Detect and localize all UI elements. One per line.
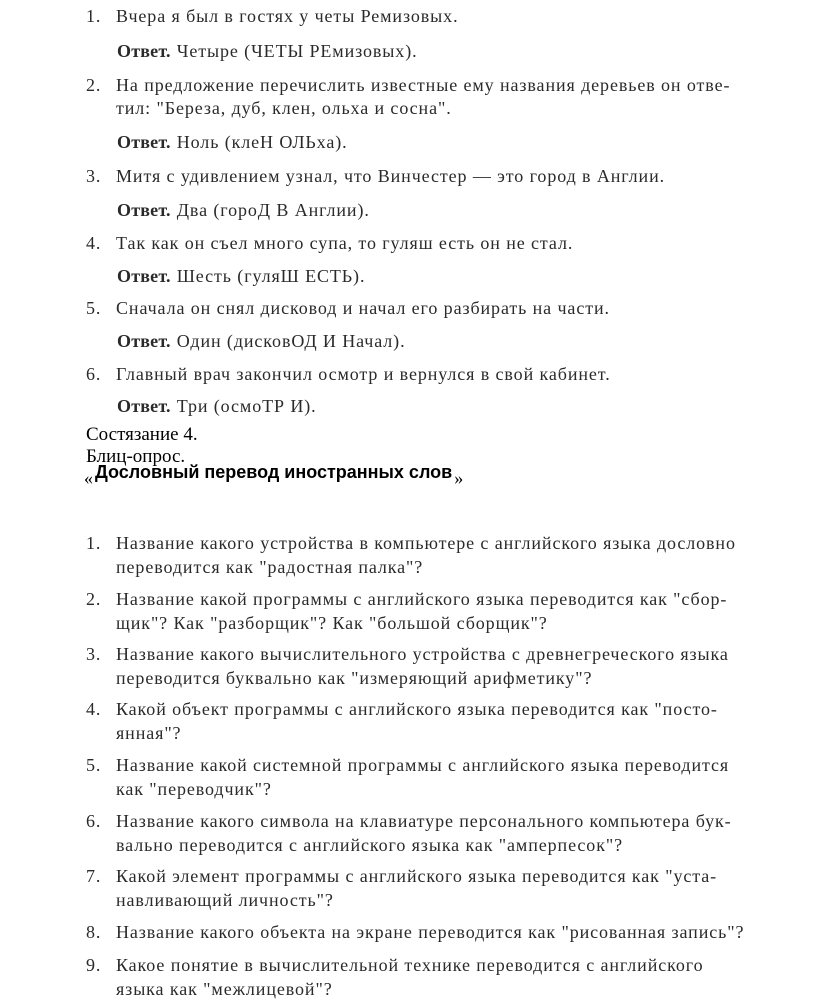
riddle-text: тил: "Береза, дуб, клен, ольха и сосна".	[116, 98, 452, 118]
question-text: Какой элемент программы с английского языка переводится как "уста-	[116, 866, 718, 886]
question-text: языка как "межлицевой"?	[116, 979, 333, 999]
answer-label: Ответ.	[117, 200, 171, 220]
answer-text: Шесть (гуляШ ЕСТЬ).	[176, 266, 366, 286]
riddle-text: Митя с удивлением узнал, что Винчестер — это город в Англии.	[116, 166, 666, 186]
answer-label: Ответ.	[117, 331, 171, 351]
question-text: Название какой системной программы с английского языка переводится	[116, 755, 730, 775]
section-heading	[84, 462, 464, 489]
riddle-answer	[117, 200, 370, 221]
question-number: 8.	[86, 922, 102, 942]
quote-close: »	[454, 468, 464, 488]
question-text: щик"? Как "разборщик"? Как "большой сборщик"?	[116, 613, 548, 633]
question-text: янная"?	[116, 723, 182, 743]
riddle-text: Вчера я был в гостях у четы Ремизовых.	[116, 6, 459, 26]
question-number: 5.	[86, 755, 102, 775]
quote-open: «	[84, 468, 93, 488]
riddle-text: Сначала он снял дисковод и начал его разбирать на части.	[116, 298, 610, 318]
section-subtitle: Блиц-опрос.	[86, 446, 186, 467]
question-text: навливающий личность"?	[116, 890, 334, 910]
riddle-answer	[117, 396, 317, 417]
question-text: переводится как "радостная палка"?	[116, 557, 424, 577]
question-text: Название какого вычислительного устройства с древнегреческого языка	[116, 644, 729, 664]
question-number: 9.	[86, 955, 102, 975]
riddle-answer	[117, 266, 365, 287]
question-text: переводится буквально как "измеряющий арифметику"?	[116, 668, 593, 688]
question-text: Какое понятие в вычислительной технике переводится с английского	[116, 955, 704, 975]
question-text: Какой объект программы с английского языка переводится как "посто-	[116, 699, 718, 719]
question-text: Название какой программы с английского языка переводится как "сбор-	[116, 589, 728, 609]
answer-label: Ответ.	[117, 132, 171, 152]
question-number: 1.	[86, 533, 102, 553]
question-text: вально переводится с английского языка как "амперпесок"?	[116, 835, 623, 855]
riddle-answer	[117, 132, 348, 153]
riddle-text: Главный врач закончил осмотр и вернулся в свой кабинет.	[116, 364, 611, 384]
riddle-number: 4.	[86, 233, 102, 253]
question-number: 3.	[86, 644, 102, 664]
question-text: Название какого устройства в компьютере с английского языка дословно	[116, 533, 736, 553]
riddle-answer	[117, 331, 405, 352]
section-heading-text: Дословный перевод иностранных слов	[95, 462, 453, 482]
answer-text: Четыре (ЧЕТЫ РЕмизовых).	[176, 41, 418, 61]
answer-text: Три (осмоТР И).	[176, 396, 317, 416]
riddle-text: На предложение перечислить известные ему названия деревьев он отве-	[116, 75, 731, 95]
question-number: 6.	[86, 811, 102, 831]
riddle-answer	[117, 41, 418, 62]
question-text: Название какого объекта на экране переводится как "рисованная запись"?	[116, 922, 745, 942]
riddle-number: 1.	[86, 6, 102, 26]
riddle-text: Так как он съел много супа, то гуляш есть он не стал.	[116, 233, 574, 253]
riddle-number: 2.	[86, 75, 102, 95]
question-text: как "переводчик"?	[116, 779, 272, 799]
question-number: 2.	[86, 589, 102, 609]
riddle-number: 3.	[86, 166, 102, 186]
question-number: 4.	[86, 699, 102, 719]
question-number: 7.	[86, 866, 102, 886]
riddle-number: 5.	[86, 298, 102, 318]
riddle-number: 6.	[86, 364, 102, 384]
answer-label: Ответ.	[117, 266, 171, 286]
answer-label: Ответ.	[117, 396, 171, 416]
answer-text: Один (дисковОД И Начал).	[176, 331, 406, 351]
answer-label: Ответ.	[117, 41, 171, 61]
answer-text: Два (гороД В Англии).	[176, 200, 370, 220]
answer-text: Ноль (клеН ОЛЬха).	[176, 132, 348, 152]
section-title: Состязание 4.	[86, 424, 198, 445]
question-text: Название какого символа на клавиатуре персонального компьютера бук-	[116, 811, 732, 831]
